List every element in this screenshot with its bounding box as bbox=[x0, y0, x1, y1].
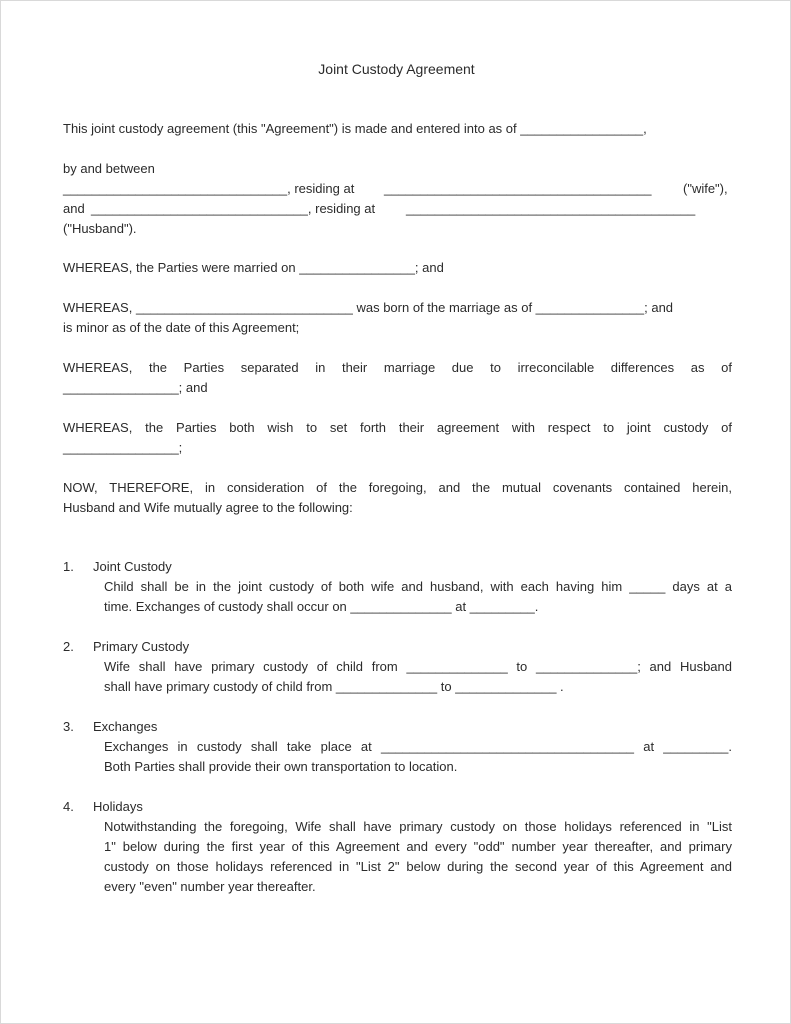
section-2-number: 2. bbox=[63, 639, 74, 654]
intro-line-5: ("Husband"). bbox=[63, 221, 137, 236]
section-1-number: 1. bbox=[63, 559, 74, 574]
intro-line-3a: _______________________________, residing at bbox=[63, 181, 355, 196]
whereas-2-line-2: is minor as of the date of this Agreement; bbox=[63, 320, 300, 335]
section-2-heading: Primary Custody bbox=[93, 639, 190, 654]
section-4-line-3: custody on those holidays referenced in "List 2" below during the second year of this Agreement and bbox=[104, 859, 732, 874]
section-1-line-1: Child shall be in the joint custody of both wife and husband, with each having him _____ days at a bbox=[104, 579, 732, 594]
section-4-line-1: Notwithstanding the foregoing, Wife shall have primary custody on those holidays referenced in "List bbox=[104, 819, 732, 834]
section-3-heading: Exchanges bbox=[93, 719, 158, 734]
section-4-line-4: every "even" number year thereafter. bbox=[104, 879, 316, 894]
section-4-line-2: 1" below during the first year of this Agreement and every "odd" number year thereafter, and primary bbox=[104, 839, 732, 854]
now-therefore-line-1: NOW, THEREFORE, in consideration of the foregoing, and the mutual covenants contained herein, bbox=[63, 480, 732, 495]
section-2-line-2: shall have primary custody of child from ______________ to ______________ . bbox=[104, 679, 564, 694]
intro-line-4c: ________________________________________ bbox=[406, 201, 696, 216]
whereas-4-line-2: ________________; bbox=[63, 440, 183, 455]
section-4-heading: Holidays bbox=[93, 799, 143, 814]
section-4-number: 4. bbox=[63, 799, 74, 814]
now-therefore-line-2: Husband and Wife mutually agree to the following: bbox=[63, 500, 353, 515]
whereas-2-line-1: WHEREAS, ______________________________ was born of the marriage as of _______________; and bbox=[63, 300, 674, 315]
intro-line-2: by and between bbox=[63, 161, 155, 176]
intro-line-3b: _____________________________________ bbox=[384, 181, 652, 196]
intro-line-1: This joint custody agreement (this "Agreement") is made and entered into as of _________________, bbox=[63, 121, 647, 136]
section-1-line-2: time. Exchanges of custody shall occur on ______________ at _________. bbox=[104, 599, 539, 614]
whereas-3-line-1: WHEREAS, the Parties separated in their marriage due to irreconcilable differences as of bbox=[63, 360, 732, 375]
section-2-line-1: Wife shall have primary custody of child from ______________ to ______________; and Husband bbox=[104, 659, 732, 674]
intro-line-4b: ______________________________, residing at bbox=[91, 201, 376, 216]
intro-line-3c: ("wife"), bbox=[683, 181, 728, 196]
section-3-number: 3. bbox=[63, 719, 74, 734]
section-3-line-1: Exchanges in custody shall take place at ___________________________________ at _________. bbox=[104, 739, 732, 754]
section-1-heading: Joint Custody bbox=[93, 559, 172, 574]
intro-line-4a: and bbox=[63, 201, 85, 216]
whereas-1-line-1: WHEREAS, the Parties were married on ________________; and bbox=[63, 260, 444, 275]
section-3-line-2: Both Parties shall provide their own transportation to location. bbox=[104, 759, 458, 774]
whereas-4-line-1: WHEREAS, the Parties both wish to set forth their agreement with respect to joint custody of bbox=[63, 420, 732, 435]
whereas-3-line-2: ________________; and bbox=[63, 380, 208, 395]
document-title: Joint Custody Agreement bbox=[318, 61, 475, 77]
